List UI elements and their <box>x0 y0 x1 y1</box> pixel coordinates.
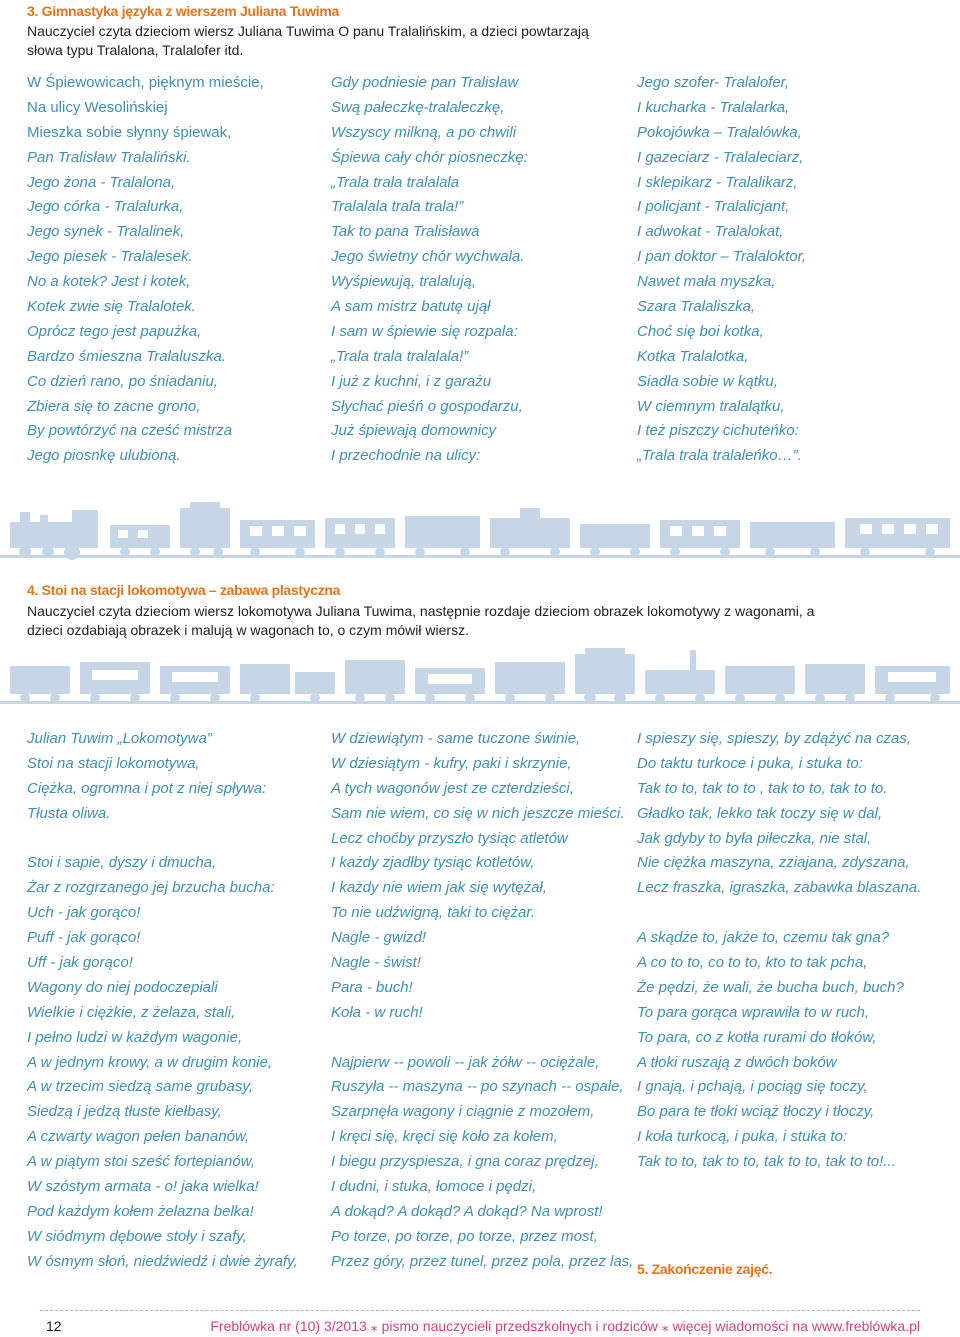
poem-line: I spieszy się, spieszy, by zdążyć na czas, <box>637 730 911 747</box>
poem-line: Julian Tuwim „Lokomotywa” <box>27 730 212 747</box>
stanza-break <box>331 1026 633 1051</box>
train-illustration-top <box>0 500 960 562</box>
poem-line: Do taktu turkoce i puka, i stuka to: <box>637 754 863 772</box>
poem-line: „Trala trala tralaleńko…”. <box>637 447 802 465</box>
poem-line: Jego żona - Tralalona, <box>27 173 176 191</box>
poem-line: Koła - w ruch! <box>331 1003 423 1021</box>
train-illustration-middle <box>0 646 960 708</box>
poem-line: Jego córka - Tralalurka, <box>27 198 184 216</box>
poem-line: I sklepikarz - Tralalikarz, <box>637 173 798 191</box>
poem-line: W Śpiewowicach, pięknym mieście, <box>27 74 264 91</box>
poem-line: I pan doktor – Tralaloktor, <box>637 248 806 266</box>
poem-line: To para, co z kotła rurami do tłoków, <box>637 1028 877 1046</box>
poem-2-column-2 <box>331 727 633 1275</box>
poem-line: A dokąd? A dokąd? A dokąd? Na wprost! <box>331 1202 603 1220</box>
poem-line: Szara Tralaliszka, <box>637 298 756 316</box>
poem-line: Oprócz tego jest papużka, <box>27 322 202 340</box>
section-3-heading: 3. Gimnastyka języka z wierszem Juliana Tuwima <box>27 3 339 19</box>
poem-line: Pod każdym kołem żelazna belka! <box>27 1202 254 1220</box>
poem-line: I przechodnie na ulicy: <box>331 447 481 465</box>
poem-line: Tak to pana Tralisława <box>331 223 480 241</box>
poem-line: Najpierw -- powoli -- jak żółw -- ociężale, <box>331 1053 600 1071</box>
poem-line: To nie udźwigną, taki to ciężar. <box>331 904 536 922</box>
poem-line: W ósmym słoń, niedźwiedź i dwie żyrafy, <box>27 1252 298 1270</box>
poem-line: I pełno ludzi w każdym wagonie, <box>27 1028 243 1046</box>
poem-line: I każdy nie wiem jak się wytężał, <box>331 879 547 897</box>
poem-line: I adwokat - Tralalokat, <box>637 223 784 241</box>
poem-line: Kotek zwie się Tralalotek. <box>27 298 196 316</box>
poem-line: Stoi i sapie, dyszy i dmucha, <box>27 854 217 872</box>
poem-line: Puff - jak gorąco! <box>27 929 141 947</box>
section-4-intro: Nauczyciel czyta dzieciom wiersz lokomotywa Juliana Tuwima, następnie rozdaje dzieciom obrazek lokomotywy z wagonami, a dzieci ozdabiają obrazek i malują w wagonach to, o czym mówił wiersz. <box>27 603 815 638</box>
poem-line: Co dzień rano, po śniadaniu, <box>27 372 218 390</box>
poem-line: A w trzecim siedzą same grubasy, <box>27 1078 253 1096</box>
poem-2-column-3 <box>637 727 921 1175</box>
page-number: 12 <box>46 1318 62 1334</box>
poem-line: Lecz choćby przyszło tysiąc atletów <box>331 829 568 847</box>
poem-line: Śpiewa cały chór piosneczkę: <box>331 148 528 166</box>
section-4-heading: 4. Stoi na stacji lokomotywa – zabawa plastyczna <box>27 582 341 598</box>
poem-line: Bo para te tłoki wciąż tłoczy i tłoczy, <box>637 1103 875 1121</box>
poem-line: Wagony do niej podoczepiali <box>27 978 218 996</box>
poem-line: No a kotek? Jest i kotek, <box>27 273 191 291</box>
poem-line: Stoi na stacji lokomotywa, <box>27 754 200 772</box>
poem-1-column-3 <box>637 71 806 469</box>
poem-line: W dziewiątym - same tuczone świnie, <box>331 730 581 747</box>
locomotive-shape <box>10 510 98 560</box>
poem-line: I też piszczy cichuteńko: <box>637 422 799 440</box>
poem-line: I sam w śpiewie się rozpala: <box>331 322 518 340</box>
poem-line: Uff - jak gorąco! <box>27 954 133 972</box>
poem-line: Nie ciężka maszyna, zziajana, zdyszana, <box>637 854 910 872</box>
poem-line: Jak gdyby to była piłeczka, nie stal, <box>637 829 872 847</box>
poem-line: W siódmym dębowe stoły i szafy, <box>27 1227 247 1245</box>
poem-line: I gazeciarz - Tralaleciarz, <box>637 148 804 166</box>
poem-line: Tak to to, tak to to, tak to to, tak to to!... <box>637 1153 896 1171</box>
poem-line: Siadła sobie w kątku, <box>637 372 778 390</box>
poem-line: Sam nie wiem, co się w nich jeszcze mieści. <box>331 804 625 822</box>
poem-line: Tłusta oliwa. <box>27 804 111 822</box>
section-3-intro: Nauczyciel czyta dzieciom wiersz Juliana Tuwima O panu Tralalińskim, a dzieci powtarzają słowa typu Tralalona, Tralalofer itd. <box>27 23 589 58</box>
poem-line: I kręci się, kręci się koło za kołem, <box>331 1128 558 1146</box>
poem-line: Swą pałeczkę-tralaleczkę, <box>331 98 505 116</box>
poem-line: A tych wagonów jest ze czterdzieści, <box>331 779 574 797</box>
poem-line: Pan Tralisław Tralaliński. <box>27 148 191 166</box>
poem-line: Jego piosnkę ulubioną. <box>27 447 181 465</box>
poem-line: Tralalala trala trala!” <box>331 198 464 216</box>
poem-line: Jego szofer- Tralalofer, <box>637 74 790 91</box>
poem-line: Choć się boi kotka, <box>637 322 764 340</box>
poem-line: Jego synek - Tralalinek, <box>27 223 185 241</box>
footer-publication-info: Freblówka nr (10) 3/2013 ⁎ pismo nauczycieli przedszkolnych i rodziców ⁎ więcej wiadomości na www.freblówka.pl <box>210 1318 920 1334</box>
poem-1-column-1 <box>27 71 264 469</box>
poem-line: „Trala trala tralalala!” <box>331 347 469 365</box>
poem-line: Wielkie i ciężkie, z żelaza, stali, <box>27 1003 236 1021</box>
poem-line: I dudni, i stuka, łomoce i pędzi, <box>331 1178 537 1196</box>
poem-line: A co to to, co to to, kto to tak pcha, <box>637 954 868 972</box>
poem-line: By powtórzyć na cześć mistrza <box>27 422 233 440</box>
poem-line: A skądże to, jakże to, czemu tak gna? <box>637 929 890 947</box>
poem-line: Para - buch! <box>331 978 413 996</box>
footer-divider <box>40 1310 920 1311</box>
poem-line: I koła turkocą, i puka, i stuka to: <box>637 1128 848 1146</box>
poem-line: Na ulicy Wesolińskiej <box>27 98 168 116</box>
poem-line: Pokojówka – Tralalówka, <box>637 123 802 141</box>
poem-2-column-1 <box>27 727 298 1275</box>
poem-line: Gładko tak, lekko tak toczy się w dal, <box>637 804 883 822</box>
poem-line: Wyśpiewują, tralalują, <box>331 273 477 291</box>
poem-line: W szóstym armata - o! jaka wielka! <box>27 1178 259 1196</box>
poem-line: „Trala trala tralalala <box>331 173 460 191</box>
poem-line: I gnają, i pchają, i pociąg się toczy, <box>637 1078 868 1096</box>
poem-line: Już śpiewają domownicy <box>331 422 497 440</box>
poem-1-column-2 <box>331 71 528 469</box>
poem-line: I policjant - Tralalicjant, <box>637 198 790 216</box>
poem-line: Nagle - gwizd! <box>331 929 427 947</box>
poem-line: W dziesiątym - kufry, paki i skrzynie, <box>331 754 572 772</box>
poem-line: A czwarty wagon pełen bananów, <box>27 1128 250 1146</box>
poem-line: A sam mistrz batutę ujął <box>331 298 491 316</box>
poem-line: Nawet mała myszka, <box>637 273 776 291</box>
poem-line: Ciężka, ogromna i pot z niej spływa: <box>27 779 267 797</box>
poem-line: Słychać pieśń o gospodarzu, <box>331 397 523 415</box>
section-5-heading: 5. Zakończenie zajęć. <box>637 1261 773 1277</box>
poem-line: Jego piesek - Tralalesek. <box>27 248 193 266</box>
poem-line: A tłoki ruszają z dwóch boków <box>637 1053 837 1071</box>
poem-line: Mieszka sobie słynny śpiewak, <box>27 123 232 141</box>
poem-line: Że pędzi, że wali, że bucha buch, buch? <box>637 978 904 996</box>
poem-line: Bardzo śmieszna Tralaluszka. <box>27 347 226 365</box>
poem-line: Lecz fraszka, igraszka, zabawka blaszana. <box>637 879 922 897</box>
stanza-break <box>637 901 921 926</box>
poem-line: Po torze, po torze, po torze, przez most, <box>331 1227 598 1245</box>
poem-line: I każdy zjadłby tysiąc kotletów, <box>331 854 535 872</box>
poem-line: Przez góry, przez tunel, przez pola, przez las, <box>331 1252 634 1270</box>
poem-line: Jego świetny chór wychwala. <box>331 248 525 266</box>
poem-line: Żar z rozgrzanego jej brzucha bucha: <box>27 879 275 897</box>
poem-line: Ruszyła -- maszyna -- po szynach -- ospale, <box>331 1078 624 1096</box>
poem-line: I kucharka - Tralalarka, <box>637 98 790 116</box>
poem-line: Wszyscy milkną, a po chwili <box>331 123 517 141</box>
poem-line: Gdy podniesie pan Tralisław <box>331 74 519 91</box>
poem-line: To para gorąca wprawiła to w ruch, <box>637 1003 870 1021</box>
poem-line: Uch - jak gorąco! <box>27 904 141 922</box>
poem-line: A w piątym stoi sześć fortepianów, <box>27 1153 255 1171</box>
poem-line: W ciemnym tralalątku, <box>637 397 785 415</box>
poem-line: Tak to to, tak to to , tak to to, tak to to. <box>637 779 888 797</box>
poem-line: A w jednym krowy, a w drugim konie, <box>27 1053 273 1071</box>
poem-line: Szarpnęła wagony i ciągnie z mozołem, <box>331 1103 595 1121</box>
poem-line: Kotka Tralalotka, <box>637 347 749 365</box>
poem-line: Siedzą i jedzą tłuste kiełbasy, <box>27 1103 222 1121</box>
poem-line: Zbiera się to zacne grono, <box>27 397 201 415</box>
poem-line: I biegu przyspiesza, i gna coraz prędzej, <box>331 1153 599 1171</box>
poem-line: Nagle - świst! <box>331 954 422 972</box>
poem-line: I już z kuchni, i z garażu <box>331 372 492 390</box>
stanza-break <box>27 827 298 852</box>
